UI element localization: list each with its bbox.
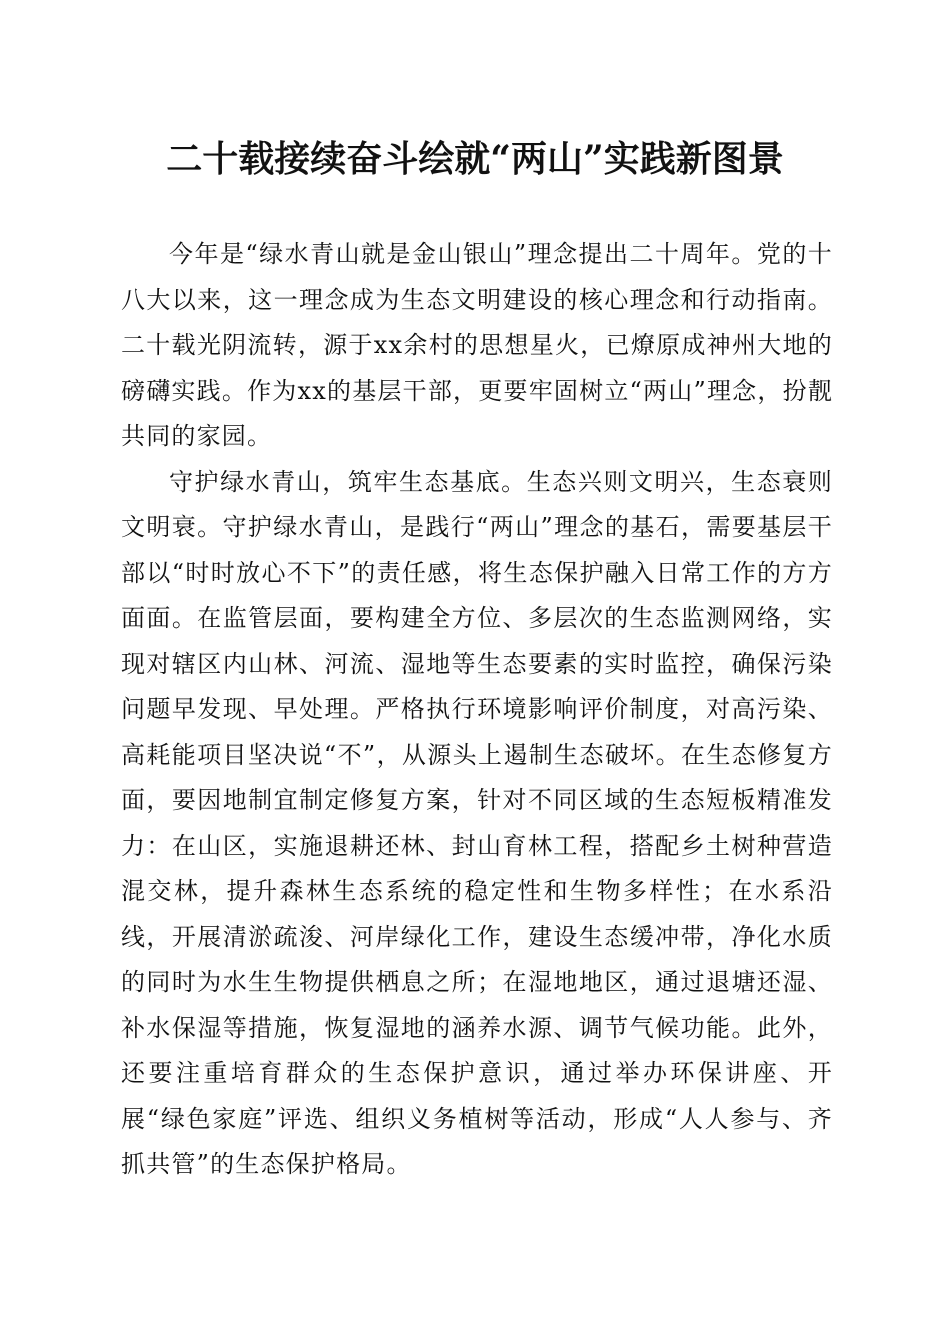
paragraph-ecology: 守护绿水青山，筑牢生态基底。生态兴则文明兴，生态衰则文明衰。守护绿水青山，是践行“两山”理念的基石，需要基层干部以“时时放心不下”的责任感，将生态保护融入日常工作的方方面面。在监管层面，要构建全方位、多层次的生态监测网络，实现对辖区内山林、河流、湿地等生态要素的实时监控，确保污染问题早发现、早处理。严格执行环境影响评价制度，对高污染、高耗能项目坚决说“不”，从源头上遏制生态破坏。在生态修复方面，要因地制宜制定修复方案，针对不同区域的生态短板精准发力：在山区，实施退耕还林、封山育林工程，搭配乡土树种营造混交林，提升森林生态系统的稳定性和生物多样性；在水系沿线，开展清淤疏浚、河岸绿化工作，建设生态缓冲带，净化水质的同时为水生生物提供栖息之所；在湿地地区，通过退塘还湿、补水保湿等措施，恢复湿地的涵养水源、调节气候功能。此外，还要注重培育群众的生态保护意识，通过举办环保讲座、开展“绿色家庭”评选、组织义务植树等活动，形成“人人参与、齐抓共管”的生态保护格局。: [121, 467, 833, 1178]
document-title: 二十载接续奋斗绘就“两山”实践新图景: [166, 138, 784, 180]
paragraph-intro: 今年是“绿水青山就是金山银山”理念提出二十周年。党的十八大以来，这一理念成为生态文明建设的核心理念和行动指南。二十载光阴流转，源于xx余村的思想星火，已燎原成神州大地的磅礴实践。作为xx的基层干部，更要牢固树立“两山”理念，扮靓共同的家园。: [121, 240, 833, 450]
document-body: [121, 232, 833, 1188]
